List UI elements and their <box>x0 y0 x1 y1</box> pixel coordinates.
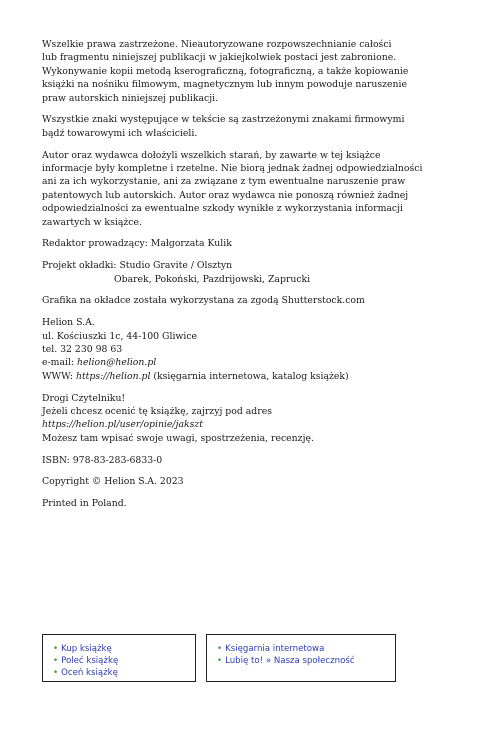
cover-graphic-line: Grafika na okładce została wykorzystana za zgodą Shutterstock.com <box>42 295 365 307</box>
isbn-line: ISBN: 978-83-283-6833-0 <box>42 454 163 466</box>
copyright-notice-line: Wszelkie prawa zastrzeżone. Nieautoryzowane rozpowszechnianie całości <box>42 39 392 50</box>
links-panel <box>42 634 446 684</box>
publisher-info <box>42 316 442 383</box>
copyright-notice-line: książki na nośniku filmowym, magnetycznym lub innym powoduje naruszenie <box>42 79 408 91</box>
email-label: e-mail: <box>42 357 78 369</box>
bullet-icon: • <box>53 644 59 654</box>
disclaimer-line: informacje były kompletne i rzetelne. Nie biorą jednak żadnej odpowiedzialności <box>42 163 423 175</box>
disclaimer <box>42 149 442 229</box>
editor-credit <box>42 237 442 250</box>
disclaimer-line: Autor oraz wydawca dołożyli wszelkich starań, by zawarte w tej książce <box>42 149 381 161</box>
buy-book-link[interactable] <box>53 643 195 655</box>
cover-design-line: Projekt okładki: Studio Gravite / Olsztyn <box>42 260 233 272</box>
reader-note <box>42 392 442 446</box>
online-bookstore-link[interactable] <box>217 643 395 655</box>
publisher-name: Helion S.A. <box>42 317 95 329</box>
trademark-notice <box>42 113 442 140</box>
www-note: (księgarnia internetowa, katalog książek) <box>150 370 349 382</box>
reader-note-line: Możesz tam wpisać swoje uwagi, spostrzeżenia, recenzję. <box>42 432 314 444</box>
copyright-notice-line: lub fragmentu niniejszej publikacji w jakiejkolwiek postaci jest zabronione. <box>42 52 397 64</box>
disclaimer-line: patentowych lub autorskich. Autor oraz wydawca nie ponoszą również żadnej <box>42 189 409 201</box>
bullet-icon: • <box>53 656 59 666</box>
book-actions-box <box>42 634 196 682</box>
isbn <box>42 454 442 467</box>
copyright-line <box>42 475 442 488</box>
cover-graphic-credit <box>42 294 442 307</box>
publisher-www: https://helion.pl <box>75 370 151 382</box>
rate-book-link[interactable] <box>53 667 195 679</box>
cover-design-credit <box>42 259 442 286</box>
editor-line: Redaktor prowadzący: Małgorzata Kulik <box>42 238 232 250</box>
trademark-line: bądź towarowymi ich właścicieli. <box>42 127 198 139</box>
cover-design-names: Obarek, Pokoński, Pazdrijowski, Zaprucki <box>114 273 311 285</box>
link-label: Poleć książkę <box>61 656 119 666</box>
disclaimer-line: ani za ich wykorzystanie, ani za związane z tym ewentualne naruszenie praw <box>42 176 406 188</box>
community-link[interactable] <box>217 655 395 667</box>
copyright-text: Copyright © Helion S.A. 2023 <box>42 476 184 488</box>
www-label: WWW: <box>42 370 76 382</box>
copyright-notice-line: praw autorskich niniejszej publikacji. <box>42 92 219 104</box>
community-box <box>206 634 396 682</box>
publisher-phone: tel. 32 230 98 63 <box>42 344 123 356</box>
disclaimer-line: odpowiedzialności za ewentualne szkody wynikłe z wykorzystania informacji <box>42 203 403 215</box>
imprint-page <box>42 38 442 519</box>
printed-line <box>42 497 442 510</box>
link-label: Księgarnia internetowa <box>225 644 325 654</box>
reader-note-line: Jeżeli chcesz ocenić tę książkę, zajrzyj pod adres <box>42 406 272 418</box>
publisher-email: helion@helion.pl <box>77 357 157 369</box>
trademark-line: Wszystkie znaki występujące w tekście są zastrzeżonymi znakami firmowymi <box>42 114 405 126</box>
review-url: https://helion.pl/user/opinie/jakszt <box>42 419 204 431</box>
link-label: Kup książkę <box>61 644 112 654</box>
recommend-book-link[interactable] <box>53 655 195 667</box>
bullet-icon: • <box>217 644 223 654</box>
copyright-notice <box>42 38 442 105</box>
copyright-notice-line: Wykonywanie kopii metodą kserograficzną, fotograficzną, a także kopiowanie <box>42 65 409 77</box>
link-label: Oceń książkę <box>61 668 118 678</box>
publisher-address: ul. Kościuszki 1c, 44-100 Gliwice <box>42 330 198 342</box>
printed-text: Printed in Poland. <box>42 498 127 510</box>
publisher-www-line <box>42 370 442 383</box>
reader-greeting: Drogi Czytelniku! <box>42 392 126 404</box>
bullet-icon: • <box>53 668 59 678</box>
disclaimer-line: zawartych w książce. <box>42 216 142 228</box>
publisher-email-line <box>42 356 442 369</box>
link-label: Lubię to! » Nasza społeczność <box>225 656 355 666</box>
bullet-icon: • <box>217 656 223 666</box>
